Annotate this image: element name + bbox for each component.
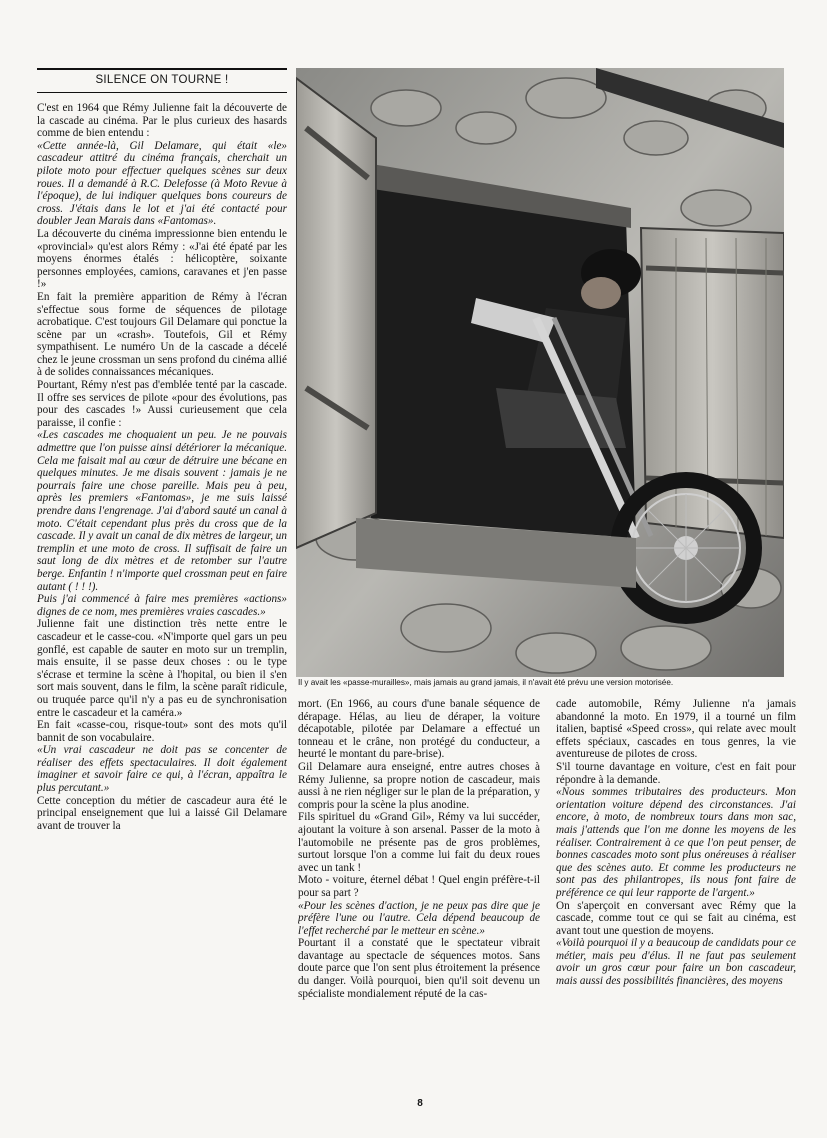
article-paragraph: Julienne fait une distinction très nette entre le cascadeur et le casse-cou. «N'importe quel gars un peu gonflé, est capable de sauter en moto sur un tremplin, mais ensuite, il se passe deux choses : ou le type s'écrase et termine la scène à l'hopital, ou bien il s'en sort mais souvent, dans le film, la scène paraît ridicule, ou truquée parce qu'il n'y a pas eu de synchronisation entre le cascadeur et la caméra.» [37, 618, 287, 719]
motorcycle-stunt-photo [296, 68, 784, 677]
article-paragraph: «Nous sommes tributaires des producteurs. Mon orientation voiture dépend des circonstances. J'ai encore, à moto, de nombreux tours dans mon sac, mais j'attends que l'on me donne les moyens de les réaliser. Contrairement à ce que l'on peut penser, de bonnes cascades moto sont plus onéreuses à réaliser que des scènes auto. Et comme les producteurs ne sont pas des philantropes, ils nous font faire de préférence ce qui leur rapporte de l'argent.» [556, 786, 796, 899]
article-headline: SILENCE ON TOURNE ! [37, 68, 287, 93]
article-paragraph: Gil Delamare aura enseigné, entre autres choses à Rémy Julienne, sa propre notion de cascadeur, mais aussi à ne rien négliger sur le plan de la préparation, y compris pour la scène la plus anodine. [298, 760, 540, 811]
article-paragraph: cade automobile, Rémy Julienne n'a jamais abandonné la moto. En 1979, il a tourné un film italien, baptisé «Speed cross», qui relate avec moult effets spéciaux, cascades en tous genres, la vie aventureuse de pilotes de cross. [556, 698, 796, 761]
article-paragraph: «Pour les scènes d'action, je ne peux pas dire que je préfère l'une ou l'autre. Cela dépend beaucoup de l'effet recherché par le metteur en scène.» [298, 899, 540, 937]
article-paragraph: Fils spirituel du «Grand Gil», Rémy va lui succéder, ajoutant la voiture à son arsenal. Passer de la moto à l'automobile ne présente pas de gros problèmes, surtout lorsque l'on a comme lui fait du deux roues avec un tank ! [298, 811, 540, 874]
photo-illustration [296, 68, 784, 677]
page-number: 8 [417, 1098, 423, 1109]
article-paragraph: S'il tourne davantage en voiture, c'est en fait pour répondre à la demande. [556, 760, 796, 786]
article-paragraph: Puis j'ai commencé à faire mes premières «actions» dignes de ce nom, mes premières vraies cascades.» [37, 593, 287, 618]
article-paragraph: Cette conception du métier de cascadeur aura été le principal enseignement que lui a laissé Gil Delamare avant de trouver la [37, 794, 287, 832]
article-paragraph: En fait «casse-cou, risque-tout» sont des mots qu'il bannit de son vocabulaire. [37, 719, 287, 744]
article-paragraph: La découverte du cinéma impressionne bien entendu le «provincial» qu'est alors Rémy : «J'ai été épaté par les moyens énormes étalés : hélicoptère, soixante personnes employées, camions, caravanes et j'en passe !» [37, 227, 287, 291]
article-paragraph: Pourtant, Rémy n'est pas d'emblée tenté par la cascade. Il offre ses services de pilote «pour des évolutions, pas pour des cascades !» Aussi curieusement que cela paraisse, il confie : [37, 379, 287, 429]
article-paragraph: En fait la première apparition de Rémy à l'écran s'effectue sous forme de séquences de pilotage acrobatique. C'est toujours Gil Delamare qui ponctue la scène par un «crash». Toutefois, Gil et Rémy sympathisent. Le numéro Un de la cascade a décelé chez le jeune crossman un sens profond du cinéma allié à de solides connaissances mécaniques. [37, 290, 287, 379]
article-paragraph: «Voilà pourquoi il y a beaucoup de candidats pour ce métier, mais peu d'élus. Il ne faut pas seulement avoir un gros cœur pour faire un bon cascadeur, mais aussi des possibilités financières, des moyens [556, 937, 796, 988]
article-paragraph: Pourtant il a constaté que le spectateur vibrait davantage au spectacle de séquences motos. Sans doute parce que l'on sent plus étroitement la présence du danger. Voilà pourquoi, bien qu'il soit devenu un spécialiste mondialement réputé de la cas- [298, 937, 540, 1000]
article-paragraph: C'est en 1964 que Rémy Julienne fait la découverte de la cascade au cinéma. Par le plus curieux des hasards comme de bien entendu : [37, 102, 287, 140]
article-column-3 [556, 698, 796, 1098]
article-column-2 [298, 698, 540, 1098]
article-paragraph: «Les cascades me choquaient un peu. Je ne pouvais admettre que l'on puisse ainsi détériorer la mécanique. Cela me faisait mal au cœur de détruire une bécane en quelques minutes. Je me disais souvent : jamais je ne pourrais faire une chose pareille. Mais peu à peu, après les premiers «Fantomas», je me suis laissé prendre dans l'engrenage. J'ai d'abord sauté un canal à moto. C'était cependant plus près du cross que de la cascade. Il y avait un canal de dix mètres de largeur, un tremplin et une moto de cross. Il suffisait de faire un saut long de dix mètres et de retomber sur l'autre berge. Enfantin ! n'importe quel crossman peut en faire autant ( ! ! !). [37, 429, 287, 593]
article-paragraph: mort. (En 1966, au cours d'une banale séquence de dérapage. Hélas, au lieu de déraper, la voiture décapotable, pilotée par Delamare a effectué un tonneau et le crâne, non protégé du conducteur, a heurté le montant du pare-brise). [298, 698, 540, 761]
article-paragraph: «Cette année-là, Gil Delamare, qui était «le» cascadeur attitré du cinéma français, cherchait un pilote moto pour effectuer quelques scènes sur deux roues. Il a demandé à R.C. Delefosse (à Moto Revue à l'époque), de lui indiquer quelques bons coureurs de cross. J'étais dans le lot et j'ai été contacté pour doubler Jean Marais dans «Fantomas». [37, 139, 287, 228]
article-paragraph: Moto - voiture, éternel débat ! Quel engin préfère-t-il pour sa part ? [298, 874, 540, 899]
photo-caption: Il y avait les «passe-murailles», mais jamais au grand jamais, il n'avait été prévu une version motorisée. [298, 678, 674, 687]
article-paragraph: On s'aperçoit en conversant avec Rémy que la cascade, comme tout ce qui se fait au cinéma, est avant tout une question de moyens. [556, 899, 796, 937]
article-paragraph: «Un vrai cascadeur ne doit pas se concenter de réaliser des effets spectaculaires. Il doit également imaginer et savoir faire ce qui, à l'écran, appaîtra le plus percutant.» [37, 744, 287, 795]
article-column-1 [37, 102, 287, 1102]
